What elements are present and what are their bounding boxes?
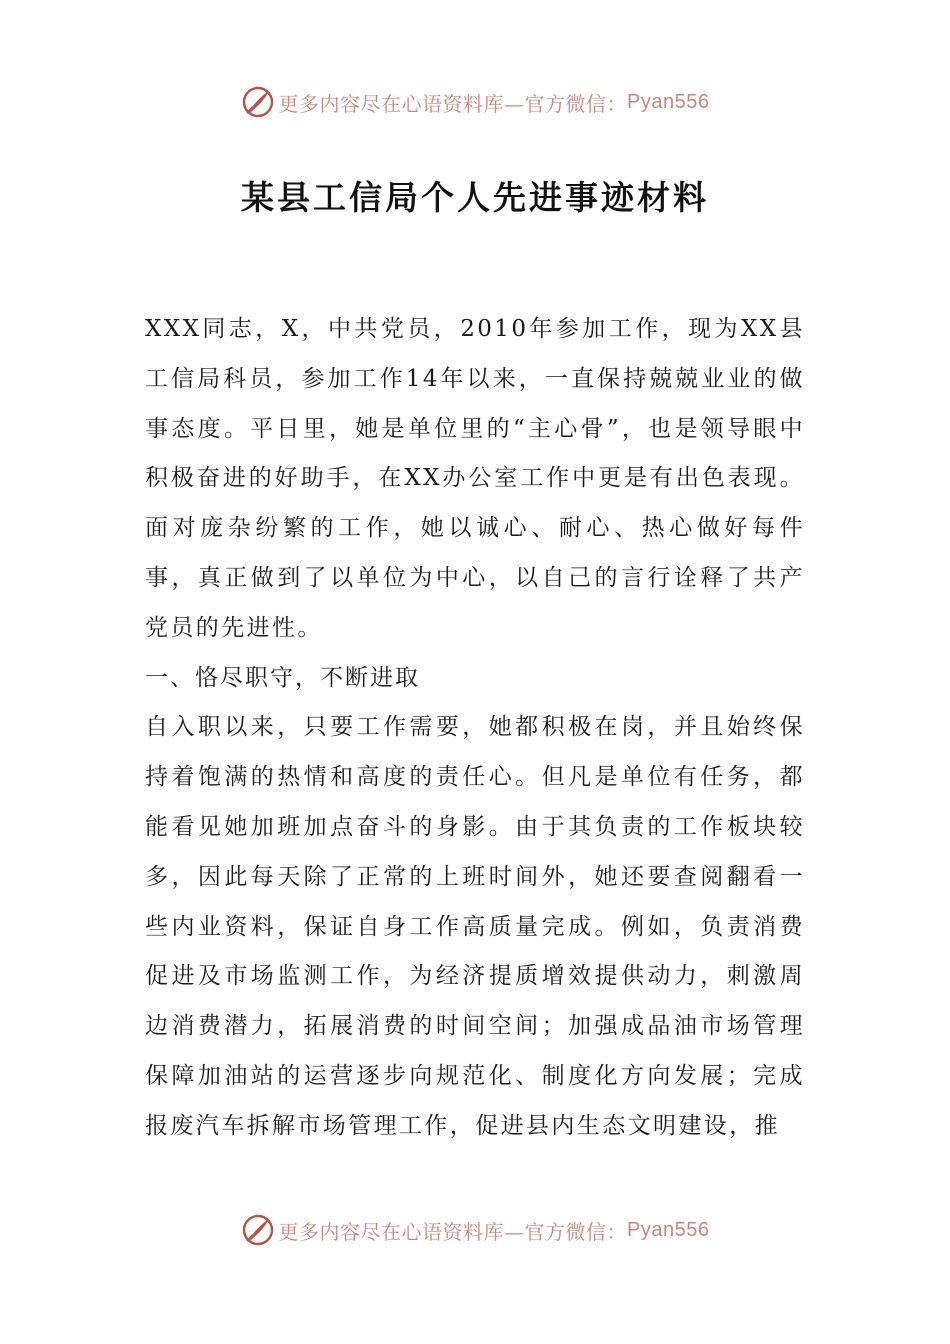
section-heading: 一、恪尽职守，不断进取 (145, 664, 420, 691)
body-paragraph: 自入职以来，只要工作需要，她都积极在岗，并且始终保持着饱满的热情和高度的责任心。但凡是单位有任务，都能看见她加班加点奋斗的身影。由于其负责的工作板块较多，因此每天除了正常的上班时间外，她还要查阅翻看一些内业资料，保证自身工作高质量完成。例如，负责消费促进及市场监测工作，为经济提质增效提供动力，刺激周边消费潜力，拓展消费的时间空间；加强成品油市场管理保障加油站的运营逐步向规范化、制度化方向发展；完成报废汽车拆解市场管理工作，促进县内生态文明建设，推 (145, 714, 805, 1139)
quill-logo-icon (241, 85, 275, 119)
footer-watermark-banner (0, 1210, 950, 1250)
quill-logo-icon (241, 1213, 275, 1247)
banner-text: 更多内容尽在心语资料库—官方微信： (278, 91, 628, 116)
body-paragraph: XXX同志，X，中共党员，2010年参加工作，现为XX县工信局科员，参加工作14年以来，一直保持兢兢业业的做事态度。平日里，她是单位里的“主心骨”，也是领导眼中积极奋进的好助手，在XX办公室工作中更是有出色表现。面对庞杂纷繁的工作，她以诚心、耐心、热心做好每件事，真正做到了以单位为中心，以自己的言行诠释了共产党员的先进性。 (145, 316, 805, 641)
document-title: 某县工信局个人先进事迹材料 (241, 178, 709, 217)
banner-wechat-id: Pyan556 (627, 1218, 710, 1241)
banner-text: 更多内容尽在心语资料库—官方微信： (278, 1219, 628, 1244)
banner-wechat-id: Pyan556 (627, 90, 710, 113)
document-body (145, 305, 805, 1152)
header-watermark-banner (0, 82, 950, 122)
